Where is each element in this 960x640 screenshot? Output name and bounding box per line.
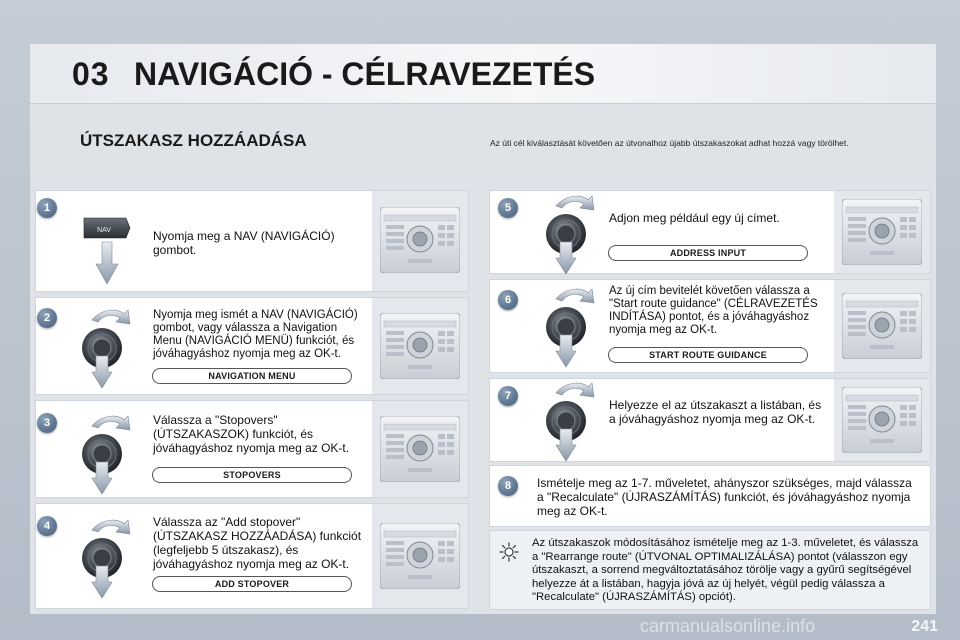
- lightbulb-icon: [499, 542, 519, 562]
- section-title: ÚTSZAKASZ HOZZÁADÁSA: [80, 131, 307, 150]
- step-badge-7: 7: [498, 386, 518, 406]
- step-text-6: Az új cím bevitelét követően válassza a "Start route guidance" (CÉLRAVEZETÉS INDÍTÁSA) pontot, és a jóváhagyáshoz nyomja meg az OK-t.: [609, 285, 818, 336]
- step-text-1: Nyomja meg a NAV (NAVIGÁCIÓ) gombot.: [153, 229, 335, 257]
- tip-text: Az útszakaszok módosításához ismételje meg az 1-3. műveletet, és válassza a "Rearrange route" (ÚTVONAL OPTIMALIZÁLÁSA) pontot (válasszon egy útszakaszt, a sorrend megváltoztatásához törölje vagy a gyűrű segítségével helyezze át a listában, hagyja jóvá az új helyét, végül pedig válassza a "Recalculate" (ÚJRASZÁMÍTÁS) opciót).: [532, 537, 919, 603]
- step-text-4: Válassza az "Add stopover" (ÚTSZAKASZ HOZZÁADÁSA) funkciót (legfeljebb 5 útszakasz), és jóváhagyáshoz nyomja meg az OK-t.: [153, 515, 362, 571]
- nav-button-icon: [78, 212, 138, 288]
- step-badge-2: 2: [37, 308, 57, 328]
- step-text-3: Válassza a "Stopovers" (ÚTSZAKASZOK) funkciót, és jóváhagyáshoz nyomja meg az OK-t.: [153, 413, 350, 455]
- watermark: carmanualsonline.info: [640, 616, 816, 636]
- rotary-knob-icon: [536, 379, 596, 465]
- pill-start-route-guidance: START ROUTE GUIDANCE: [608, 347, 808, 363]
- rotary-knob-icon: [72, 306, 132, 392]
- step-badge-8: 8: [498, 476, 518, 496]
- radio-unit-icon: [842, 293, 922, 359]
- step-text-8: Ismételje meg az 1-7. műveletet, ahányszor szükséges, majd válassza a "Recalculate" (ÚJRASZÁMÍTÁS) funkciót, és jóváhagyáshoz nyomja meg az OK-t.: [537, 476, 912, 518]
- step-text-5: Adjon meg például egy új címet.: [609, 211, 780, 225]
- step-badge-4: 4: [37, 516, 57, 536]
- nav-button-label: NAV: [97, 227, 111, 234]
- radio-unit-icon: [842, 387, 922, 453]
- step-text-7: Helyezze el az útszakaszt a listában, és a jóváhagyáshoz nyomja meg az OK-t.: [609, 398, 822, 426]
- radio-unit-icon: [380, 207, 460, 273]
- pill-add-stopover: ADD STOPOVER: [152, 576, 352, 592]
- pill-address-input: ADDRESS INPUT: [608, 245, 808, 261]
- step-text-2: Nyomja meg ismét a NAV (NAVIGÁCIÓ) gombot, vagy válassza a Navigation Menu (NAVIGÁCIÓ MENÜ) funkciót, és jóváhagyáshoz nyomja meg az OK-t.: [153, 309, 358, 360]
- pill-navigation-menu: NAVIGATION MENU: [152, 368, 352, 384]
- radio-unit-icon: [380, 523, 460, 589]
- chapter-number: 03: [72, 56, 110, 92]
- section-intro: Az úti cél kiválasztását követően az útvonalhoz újabb útszakaszokat adhat hozzá vagy törölhet.: [490, 138, 849, 148]
- rotary-knob-icon: [72, 516, 132, 602]
- radio-unit-icon: [842, 199, 922, 265]
- step-badge-6: 6: [498, 290, 518, 310]
- pill-stopovers: STOPOVERS: [152, 467, 352, 483]
- step-badge-1: 1: [37, 198, 57, 218]
- rotary-knob-icon: [536, 285, 596, 371]
- step-badge-3: 3: [37, 413, 57, 433]
- rotary-knob-icon: [72, 412, 132, 498]
- step-badge-5: 5: [498, 198, 518, 218]
- page-number: 241: [911, 618, 938, 635]
- rotary-knob-icon: [536, 192, 596, 278]
- radio-unit-icon: [380, 313, 460, 379]
- radio-unit-icon: [380, 416, 460, 482]
- page-title: NAVIGÁCIÓ - CÉLRAVEZETÉS: [134, 56, 596, 92]
